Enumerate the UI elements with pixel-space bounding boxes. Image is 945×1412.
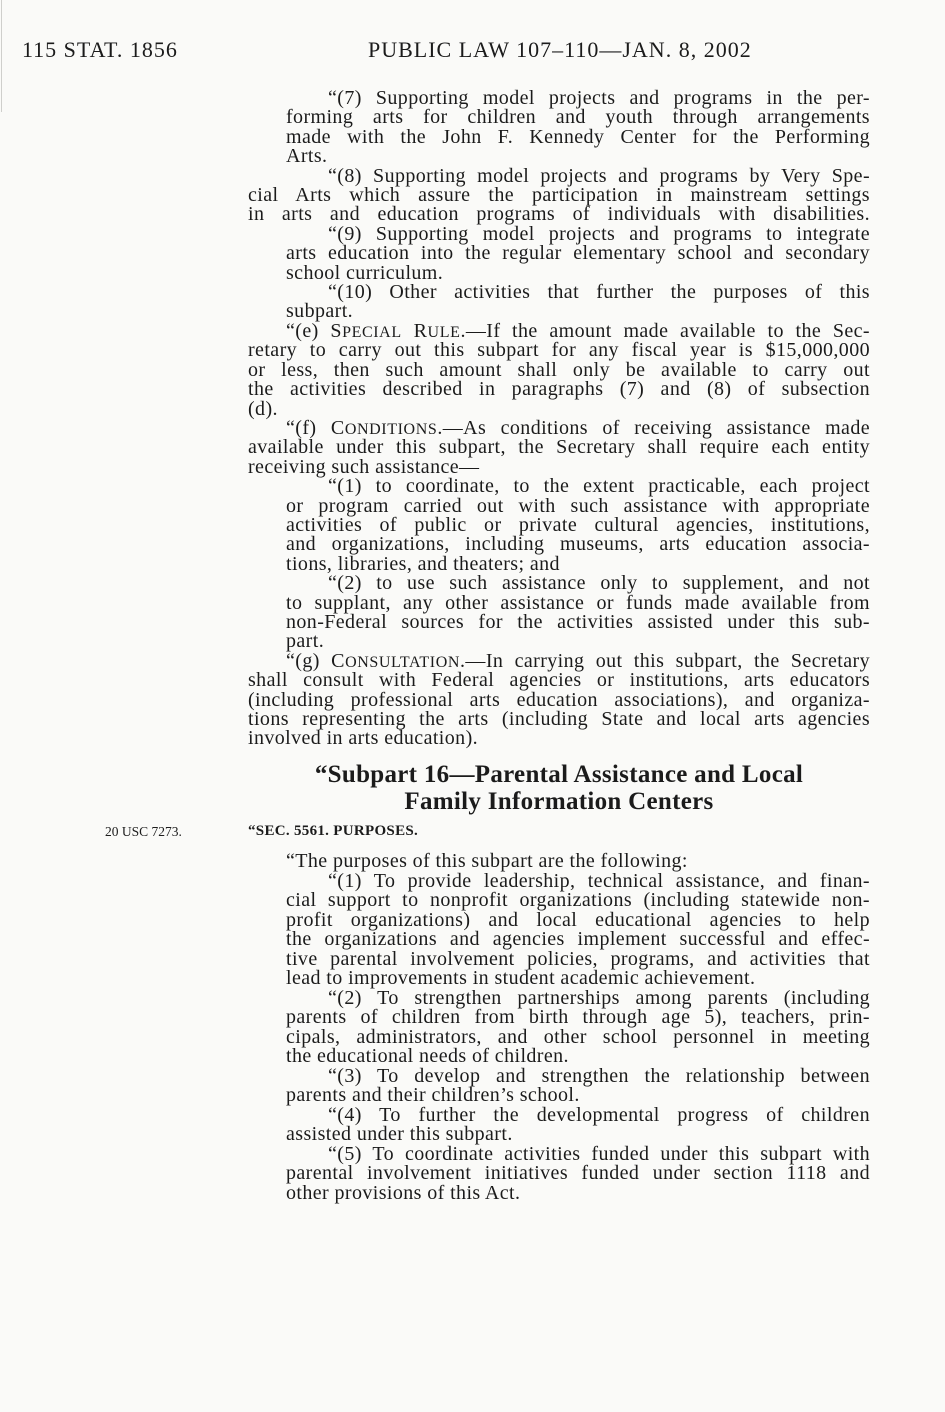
paragraph-first-line: “(7) Supporting model projects and programs in the per- [328,87,870,109]
paragraph-line: non-Federal sources for the activities assisted under this sub- [286,610,870,633]
volume-page-number: 115 STAT. 1856 [22,37,178,62]
section-title: “SEC. 5561. PURPOSES. [248,823,419,839]
paragraph-line: receiving such assistance— [248,455,480,478]
paragraph-line: lead to improvements in student academic achievement. [286,967,756,989]
paragraph-first-line: “(2) to use such assistance only to supplement, and not [328,572,870,595]
heading-capital-letter: C [330,416,345,439]
paragraph-designation: “(5) [328,1142,373,1165]
paragraph-line: parental involvement initiatives funded under section 1118 and [286,1162,870,1184]
paragraph-line: and organizations, including museums, arts education associa- [286,533,870,556]
paragraph-line: tions, libraries, and theaters; and [286,552,560,575]
paragraph-line: part. [286,630,325,653]
paragraph-line: or less, then such amount shall only be available to carry out [248,358,870,381]
subpart-heading-line-2: Family Information Centers [404,788,714,815]
paragraph-line: cial Arts which assure the participation in mainstream settings [248,184,870,207]
paragraph-first-line: “(9) Supporting model projects and programs to integrate [328,222,870,245]
running-head [0,37,945,63]
purpose-5 [248,1142,871,1204]
paragraph-10 [248,283,870,322]
subsection-f-paragraph-1 [248,477,870,574]
heading-small-caps: PECIAL [342,323,402,341]
heading-small-caps: ULE [427,323,461,341]
paragraph-line: assisted under this subpart. [286,1123,513,1145]
paragraph-line: tions representing the arts (including State and local arts agencies [248,708,870,730]
paragraph-designation: “(3) [328,1064,378,1087]
paragraph-line: cial support to nonprofit organizations (including statewide non- [286,889,870,911]
paragraph-first-line: “(f) CONDITIONS.—As conditions of receiving assistance made [286,416,870,439]
subpart-heading [248,761,870,815]
paragraph-designation: “(2) [328,986,378,1009]
paragraph-9 [248,222,870,284]
paragraph-line: subpart. [286,300,354,323]
subpart-heading-line-1: “Subpart 16—Parental Assistance and Local [314,761,804,788]
paragraph-line: school curriculum. [286,261,444,284]
purpose-2 [248,986,870,1067]
subsection-f-paragraph-2 [248,574,870,652]
paragraph-7 [248,89,870,167]
subsection-e-special-rule [248,319,870,420]
heading-capital-letter: R [413,319,428,342]
paragraph-first-line: “(2) To strengthen partnerships among parents (including [328,986,870,1009]
paragraph-line: or program carried out with such assistance with appropriate [286,494,870,517]
paragraph-first-line: “(5) To coordinate activities funded under this subpart with [328,1142,871,1165]
text-block-upper [248,89,870,749]
paragraph-designation: “(8) [328,164,374,187]
paragraph-line: the activities described in paragraphs (7) and (8) of subsection [248,378,870,401]
purpose-1 [248,869,870,989]
paragraph-line: to supplant, any other assistance or funds made available from [286,591,870,614]
paragraph-line: the organizations and agencies implement successful and effec- [286,928,870,950]
text-block-purposes [248,852,870,1203]
paragraph-designation: “(7) [328,87,376,109]
paragraph-line: activities of public or private cultural agencies, institutions, [286,513,870,536]
margin-note-usc-citation: 20 USC 7273. [105,824,182,839]
paragraph-designation: “(e) [286,319,331,342]
paragraph-designation: “(1) [328,475,376,498]
paragraph-first-line: “(e) SPECIAL RULE.—If the amount made available to the Sec- [286,319,870,342]
heading-capital-letter: C [331,649,346,672]
paragraph-line: parents and their children’s school. [286,1084,580,1106]
paragraph-line: in arts and education programs of individuals with disabilities. [248,203,870,226]
subsection-g-consultation [248,649,871,750]
paragraph-designation: “(1) [328,869,374,892]
paragraph-designation: “(f) [286,416,331,439]
paragraph-line: the educational needs of children. [286,1045,569,1067]
paragraph-line: available under this subpart, the Secretary shall require each entity [248,436,870,459]
paragraph-line: (including professional arts education associations), and organiza- [248,688,870,711]
paragraph-line: tive parental involvement policies, programs, and activities that [286,947,870,970]
paragraph-line: profit organizations) and local educational agencies to help [286,908,870,931]
paragraph-line: other provisions of this Act. [286,1181,521,1204]
paragraph-line: shall consult with Federal agencies or institutions, arts educators [248,669,870,692]
paragraph-line: (d). [248,397,278,420]
heading-capital-letter: S [330,319,343,342]
paragraph-8 [248,164,870,226]
paragraph-designation: “(g) [286,649,332,672]
paragraph-designation: “(10) [328,281,390,304]
paragraph-line: retary to carry out this subpart for any fiscal year is $15,000,000 [248,339,870,362]
purpose-3 [248,1064,870,1106]
subsection-f-conditions [248,416,870,478]
public-law-citation: PUBLIC LAW 107–110—JAN. 8, 2002 [368,37,752,62]
heading-small-caps: ONSULTATION [345,653,461,671]
heading-small-caps: ONDITIONS [344,420,438,438]
paragraph-first-line: “(8) Supporting model projects and programs by Very Spe- [328,164,870,187]
paragraph-designation: “(4) [328,1103,380,1126]
paragraph-first-line: “(3) To develop and strengthen the relationship between [328,1064,870,1087]
paragraph-first-line: “(10) Other activities that further the purposes of this [328,281,870,304]
paragraph-line: made with the John F. Kennedy Center for the Performing [286,125,870,148]
paragraph-line: Arts. [286,145,328,168]
paragraph-line: parents of children from birth through age 5), teachers, prin- [286,1006,870,1028]
paragraph-first-line: “(1) To provide leadership, technical assistance, and finan- [328,869,870,892]
paragraph-first-line: “(1) to coordinate, to the extent practicable, each project [328,475,870,498]
paragraph-line: cipals, administrators, and other school personnel in meeting [286,1025,870,1048]
paragraph-first-line: “(4) To further the developmental progress of children [328,1103,870,1126]
paragraph-line: forming arts for children and youth through arrangements [286,106,870,129]
paragraph-first-line: “(g) CONSULTATION.—In carrying out this subpart, the Secretary [286,649,871,672]
paragraph-first-line: “The purposes of this subpart are the following: [286,850,688,872]
paragraph-designation: “(9) [328,222,376,245]
paragraph-line: involved in arts education). [248,727,479,750]
paragraph-designation: “(2) [328,572,377,595]
purpose-4 [248,1103,870,1145]
paragraph-line: arts education into the regular elementary school and secondary [286,242,870,265]
